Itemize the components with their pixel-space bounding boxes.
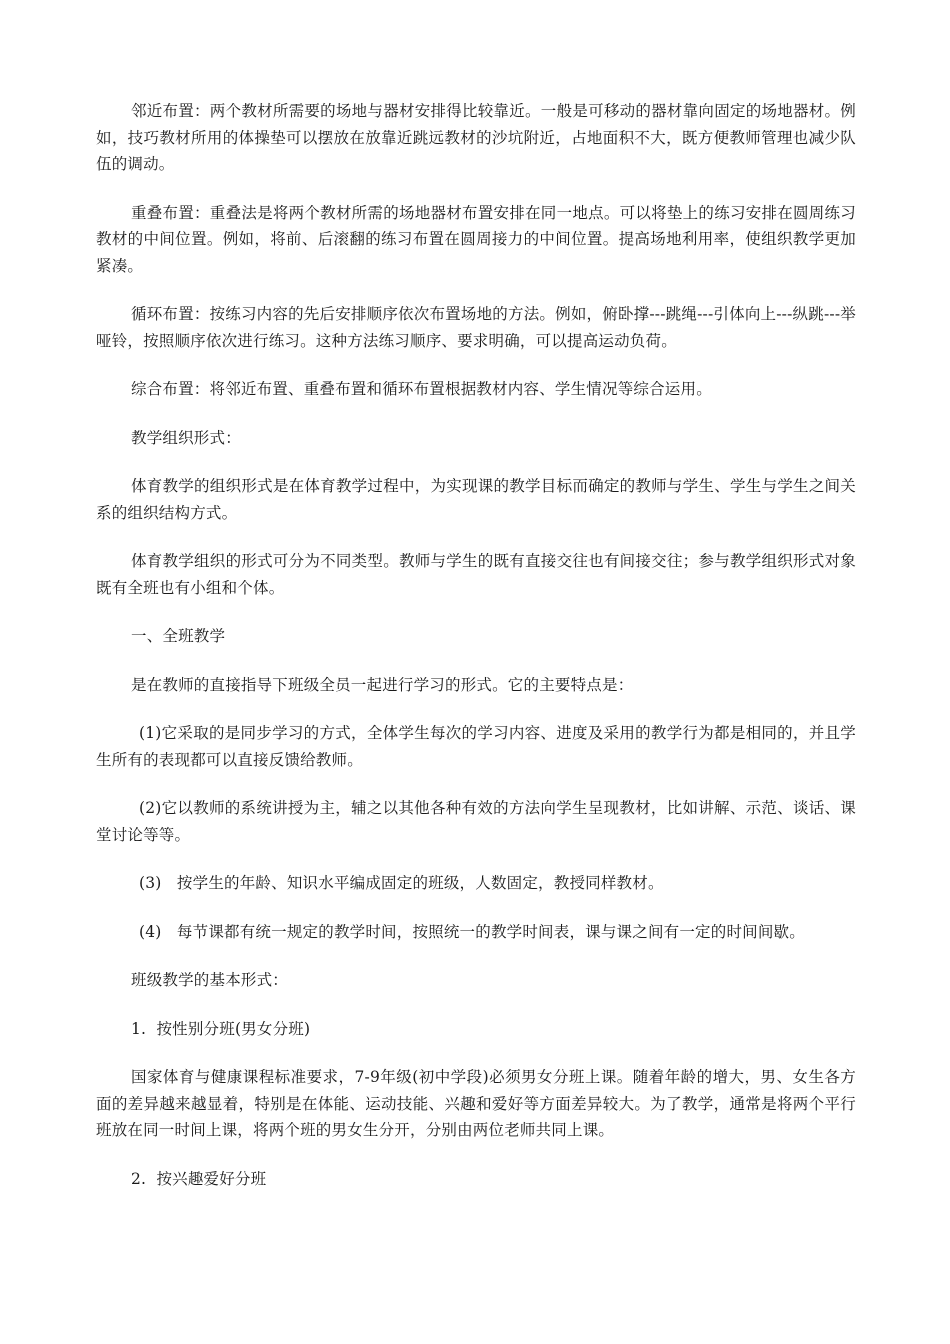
subheading-gender-split: 1. 按性别分班(男女分班): [131, 1019, 311, 1038]
list-item-feature-3: (3) 按学生的年龄、知识水平编成固定的班级，人数固定，教授同样教材。: [139, 874, 664, 892]
paragraph-combined-layout: 综合布置：将邻近布置、重叠布置和循环布置根据教材内容、学生情况等综合运用。: [131, 380, 712, 398]
heading-teaching-organization: 教学组织形式：: [131, 428, 241, 447]
paragraph-organization-types: 体育教学组织的形式可分为不同类型。教师与学生的既有直接交往也有间接交往；参与教学组织形式对象既有全班也有小组和个体。: [96, 552, 856, 597]
paragraph-adjacent-layout: 邻近布置：两个教材所需要的场地与器材安排得比较靠近。一般是可移动的器材靠向固定的场地器材。例如，技巧教材所用的体操垫可以摆放在放靠近跳远教材的沙坑附近，占地面积不大，既方便教师管理也减少队伍的调动。: [96, 102, 856, 173]
list-item-feature-1: (1)它采取的是同步学习的方式，全体学生每次的学习内容、进度及采用的教学行为都是相同的，并且学生所有的表现都可以直接反馈给教师。: [96, 724, 856, 769]
paragraph-whole-class-definition: 是在教师的直接指导下班级全员一起进行学习的形式。它的主要特点是：: [131, 675, 634, 694]
paragraph-gender-split: 国家体育与健康课程标准要求，7-9年级(初中学段)必须男女分班上课。随着年龄的增大，男、女生各方面的差异越来越显着，特别是在体能、运动技能、兴趣和爱好等方面差异较大。为了教学，通常是将两个平行班放在同一时间上课，将两个班的男女生分开，分别由两位老师共同上课。: [96, 1068, 856, 1139]
document-body: [96, 98, 856, 1192]
heading-class-basic-forms: 班级教学的基本形式：: [131, 971, 289, 989]
paragraph-circuit-layout: 循环布置：按练习内容的先后安排顺序依次布置场地的方法。例如，俯卧撑---跳绳---引体向上---纵跳---举哑铃，按照顺序依次进行练习。这种方法练习顺序、要求明确，可以提高运动负荷。: [96, 305, 856, 350]
list-item-feature-2: (2)它以教师的系统讲授为主，辅之以其他各种有效的方法向学生呈现教材，比如讲解、示范、谈话、课堂讨论等等。: [96, 799, 856, 844]
heading-whole-class-teaching: 一、全班教学: [131, 627, 226, 645]
paragraph-overlap-layout: 重叠布置：重叠法是将两个教材所需的场地器材布置安排在同一地点。可以将垫上的练习安排在圆周练习教材的中间位置。例如，将前、后滚翻的练习布置在圆周接力的中间位置。提高场地利用率，使组织教学更加紧凑。: [96, 203, 856, 275]
list-item-feature-4: (4) 每节课都有统一规定的教学时间，按照统一的教学时间表，课与课之间有一定的时间间歇。: [139, 922, 805, 941]
subheading-interest-split: 2. 按兴趣爱好分班: [131, 1169, 267, 1188]
paragraph-organization-definition: 体育教学的组织形式是在体育教学过程中，为实现课的教学目标而确定的教师与学生、学生与学生之间关系的组织结构方式。: [96, 477, 856, 522]
